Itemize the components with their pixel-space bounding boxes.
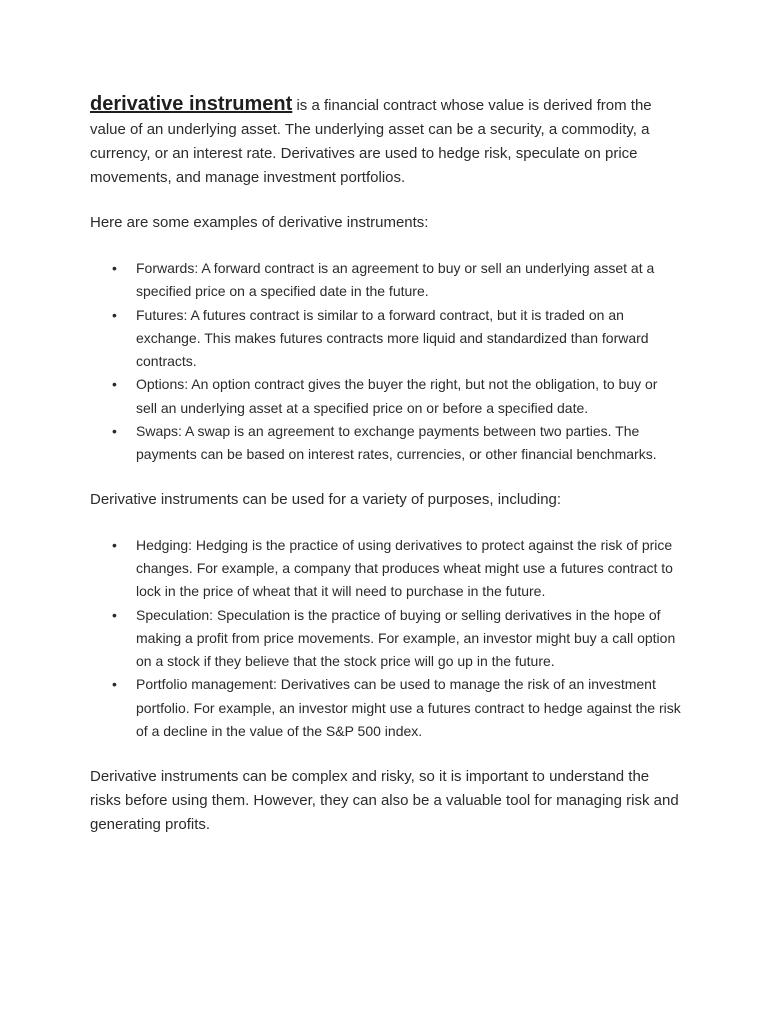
bullet-icon: • [112, 423, 117, 440]
term-heading: derivative instrument [90, 93, 293, 115]
list-item [90, 604, 682, 674]
list-item [90, 420, 682, 467]
list-item-text: Futures: A futures contract is similar to a forward contract, but it is traded on an exchange. This makes futures contracts more liquid and standardized than forward contracts. [136, 306, 649, 370]
closing-paragraph: Derivative instruments can be complex and risky, so it is important to understand the risks before using them. However, they can also be a valuable tool for managing risk and generating profits. [90, 768, 679, 834]
examples-heading: Here are some examples of derivative instruments: [90, 214, 429, 231]
list-item [90, 257, 682, 304]
bullet-icon: • [112, 676, 117, 693]
list-item-text: Hedging: Hedging is the practice of using derivatives to protect against the risk of price changes. For example, a company that produces wheat might use a futures contract to lock in the price of wheat that it will need to purchase in the future. [136, 536, 673, 600]
list-item-text: Swaps: A swap is an agreement to exchange payments between two parties. The payments can be based on interest rates, currencies, or other financial benchmarks. [136, 423, 657, 463]
bullet-icon: • [112, 260, 117, 276]
list-item [90, 304, 682, 374]
examples-list [90, 257, 682, 467]
purposes-heading: Derivative instruments can be used for a variety of purposes, including: [90, 490, 562, 508]
bullet-icon: • [112, 306, 117, 323]
document-page [90, 92, 682, 837]
list-item [90, 373, 682, 420]
list-item-text: Options: An option contract gives the buyer the right, but not the obligation, to buy or sell an underlying asset at a specified price on or before a specified date. [136, 376, 658, 416]
list-item-text: Portfolio management: Derivatives can be used to manage the risk of an investment portfolio. For example, an investor might use a futures contract to hedge against the risk of a decline in the value of the S&P 500 index. [136, 676, 681, 740]
bullet-icon: • [112, 606, 117, 623]
intro-text: is a financial contract whose value is derived from the value of an underlying asset. The underlying asset can be a security, a commodity, a currency, or an interest rate. Derivatives are used to hedge risk, speculate on price movements, and manage investment portfolios. [90, 97, 652, 186]
list-item [90, 534, 682, 604]
bullet-icon: • [112, 376, 117, 393]
list-item [90, 673, 682, 743]
list-item-text: Forwards: A forward contract is an agreement to buy or sell an underlying asset at a specified price on a specified date in the future. [136, 260, 655, 300]
list-item-text: Speculation: Speculation is the practice of buying or selling derivatives in the hope of making a profit from price movements. For example, an investor might buy a call option on a stock if they believe that the stock price will go up in the future. [136, 606, 676, 670]
purposes-list [90, 534, 682, 744]
bullet-icon: • [112, 536, 117, 553]
intro-paragraph [90, 92, 682, 190]
